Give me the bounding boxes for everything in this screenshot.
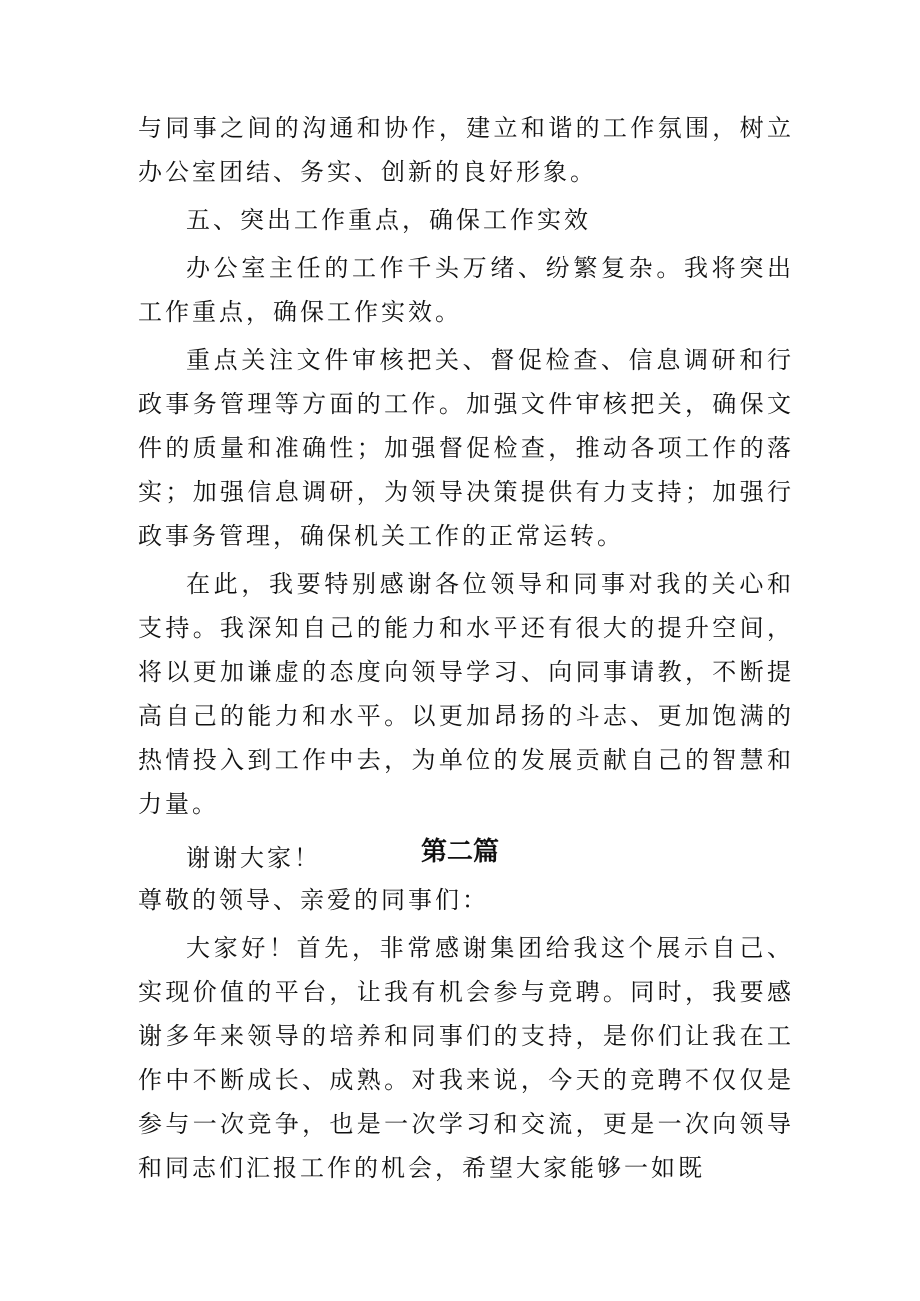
closing-thanks: 谢谢大家！ xyxy=(186,844,321,872)
salutation: 尊敬的领导、亲爱的同事们： xyxy=(138,886,489,914)
section-subheading: 五、突出工作重点，确保工作实效 xyxy=(186,206,591,234)
paragraph: 大家好！首先，非常感谢集团给我这个展示自己、实现价值的平台，让我有机会参与竞聘。同时，我要感谢多年来领导的培养和同事们的支持，是你们让我在工作中不断成长、成熟。对我来说，今天的竞聘不仅仅是参与一次竞争，也是一次学习和交流，更是一次向领导和同志们汇报工作的机会，希望大家能够一如既 xyxy=(138,934,794,1182)
paragraph-continuation: 与同事之间的沟通和协作，建立和谐的工作氛围，树立办公室团结、务实、创新的良好形象。 xyxy=(138,114,794,186)
paragraph: 重点关注文件审核把关、督促检查、信息调研和行政事务管理等方面的工作。加强文件审核把关，确保文件的质量和准确性；加强督促检查，推动各项工作的落实；加强信息调研，为领导决策提供有力支持；加强行政事务管理，确保机关工作的正常运转。 xyxy=(138,346,794,550)
section-heading: 第二篇 xyxy=(420,837,499,867)
paragraph: 在此，我要特别感谢各位领导和同事对我的关心和支持。我深知自己的能力和水平还有很大的提升空间，将以更加谦虚的态度向领导学习、向同事请教，不断提高自己的能力和水平。以更加昂扬的斗志、更加饱满的热情投入到工作中去，为单位的发展贡献自己的智慧和力量。 xyxy=(138,570,794,818)
paragraph: 办公室主任的工作千头万绪、纷繁复杂。我将突出工作重点，确保工作实效。 xyxy=(138,254,794,326)
text-block-part1 xyxy=(138,106,794,880)
text-block-part2 xyxy=(138,878,794,1190)
